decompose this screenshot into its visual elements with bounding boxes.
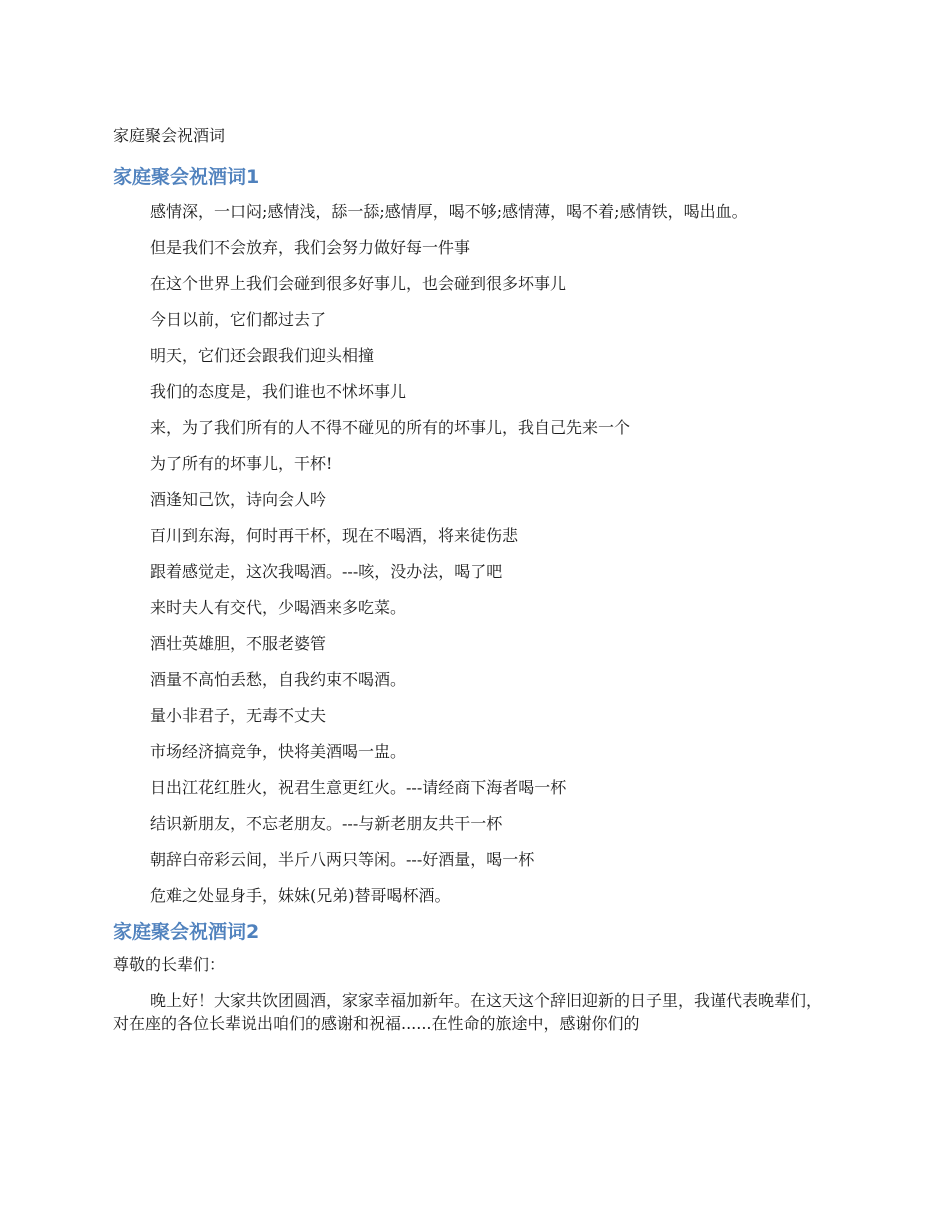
document-title: 家庭聚会祝酒词	[113, 126, 226, 145]
paragraph: 但是我们不会放弃，我们会努力做好每一件事	[150, 238, 471, 257]
document-page	[113, 124, 823, 1048]
paragraph: 百川到东海，何时再干杯，现在不喝酒，将来徒伤悲	[150, 526, 519, 545]
paragraph: 来时夫人有交代，少喝酒来多吃菜。	[150, 598, 407, 617]
paragraph: 晚上好！大家共饮团圆酒，家家幸福加新年。在这天这个辞旧迎新的日子里，我谨代表晚辈们，对在座的各位长辈说出咱们的感谢和祝福......在性命的旅途中，感谢你们的	[113, 991, 823, 1033]
paragraph: 朝辞白帝彩云间，半斤八两只等闲。---好酒量，喝一杯	[150, 850, 535, 869]
paragraph: 我们的态度是，我们谁也不怵坏事儿	[150, 382, 407, 401]
paragraph: 感情深，一口闷;感情浅，舔一舔;感情厚，喝不够;感情薄，喝不着;感情铁，喝出血。	[150, 202, 748, 221]
salutation: 尊敬的长辈们：	[113, 955, 226, 974]
paragraph: 今日以前，它们都过去了	[150, 310, 327, 329]
paragraph: 结识新朋友，不忘老朋友。---与新老朋友共干一杯	[150, 814, 503, 833]
paragraph: 为了所有的坏事儿，干杯!	[150, 454, 333, 473]
paragraph: 量小非君子，无毒不丈夫	[150, 706, 327, 725]
paragraph: 酒壮英雄胆，不服老婆管	[150, 634, 327, 653]
section-1-body	[113, 200, 823, 907]
section-heading-2: 家庭聚会祝酒词2	[113, 921, 260, 943]
paragraph: 市场经济搞竞争，快将美酒喝一盅。	[150, 742, 407, 761]
section-heading-1: 家庭聚会祝酒词1	[113, 166, 260, 188]
paragraph: 来，为了我们所有的人不得不碰见的所有的坏事儿，我自己先来一个	[150, 418, 631, 437]
paragraph: 在这个世界上我们会碰到很多好事儿，也会碰到很多坏事儿	[150, 274, 567, 293]
paragraph: 酒量不高怕丢愁，自我约束不喝酒。	[150, 670, 407, 689]
paragraph: 跟着感觉走，这次我喝酒。---咳，没办法，喝了吧	[150, 562, 503, 581]
paragraph: 危难之处显身手，妹妹(兄弟)替哥喝杯酒。	[150, 886, 451, 905]
paragraph: 明天，它们还会跟我们迎头相撞	[150, 346, 375, 365]
section-2-body	[113, 953, 823, 1035]
paragraph: 酒逢知己饮，诗向会人吟	[150, 490, 327, 509]
paragraph: 日出江花红胜火，祝君生意更红火。---请经商下海者喝一杯	[150, 778, 567, 797]
